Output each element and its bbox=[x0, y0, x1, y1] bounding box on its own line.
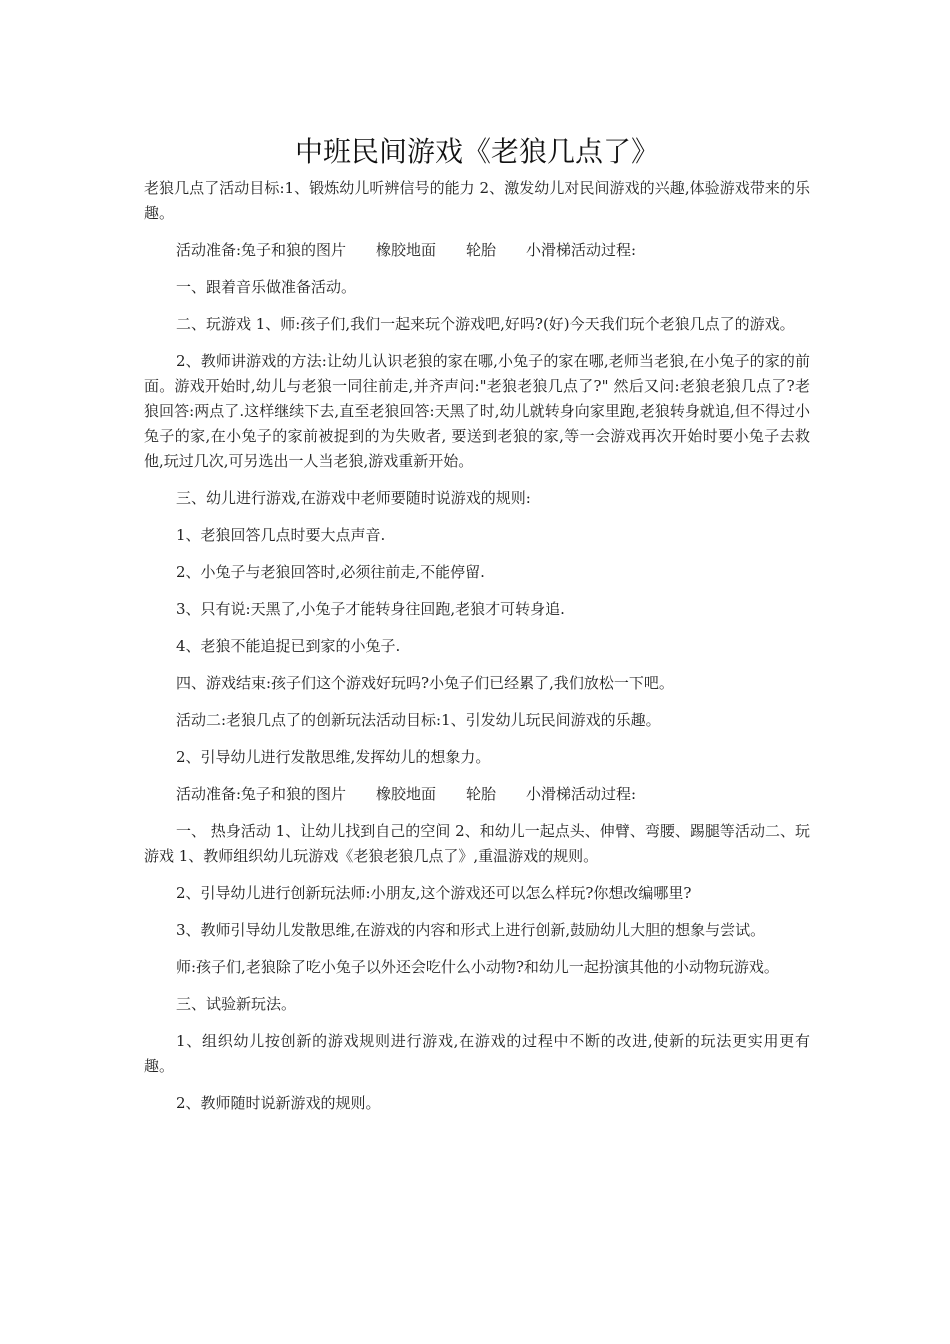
paragraph: 一、 热身活动 1、让幼儿找到自己的空间 2、和幼儿一起点头、伸臂、弯腰、踢腿等活动二、玩游戏 1、教师组织幼儿玩游戏《老狼老狼几点了》,重温游戏的规则。 bbox=[144, 822, 810, 865]
paragraph: 2、引导幼儿进行创新玩法师:小朋友,这个游戏还可以怎么样玩?你想改编哪里? bbox=[176, 884, 692, 902]
paragraph-rule: 2、小兔子与老狼回答时,必须往前走,不能停留. bbox=[176, 563, 485, 581]
paragraph-rule: 4、老狼不能追捉已到家的小兔子. bbox=[176, 637, 401, 655]
paragraph-activity-goal: 老狼几点了活动目标:1、锻炼幼儿听辨信号的能力 2、激发幼儿对民间游戏的兴趣,体验游戏带来的乐趣。 bbox=[144, 179, 810, 222]
paragraph: 活动二:老狼几点了的创新玩法活动目标:1、引发幼儿玩民间游戏的乐趣。 bbox=[176, 711, 661, 729]
paragraph: 四、游戏结束:孩子们这个游戏好玩吗?小兔子们已经累了,我们放松一下吧。 bbox=[176, 674, 674, 692]
paragraph: 二、玩游戏 1、师:孩子们,我们一起来玩个游戏吧,好吗?(好)今天我们玩个老狼几点了的游戏。 bbox=[176, 315, 795, 333]
paragraph-rule: 3、只有说:天黑了,小兔子才能转身往回跑,老狼才可转身追. bbox=[176, 600, 565, 618]
paragraph: 2、教师随时说新游戏的规则。 bbox=[176, 1094, 381, 1112]
paragraph: 2、教师讲游戏的方法:让幼儿认识老狼的家在哪,小兔子的家在哪,老师当老狼,在小兔子的家的前面。游戏开始时,幼儿与老狼一同往前走,并齐声问:"老狼老狼几点了?" 然后又问:老狼老狼几点了?老狼回答:两点了.这样继续下去,直至老狼回答:天黑了时,幼儿就转身向家里跑,老狼转身就追,但不得过小兔子的家,在小兔子的家前被捉到的为失败者, 要送到老狼的家,等一会游戏再次开始时要小兔子去救他,玩过几次,可另选出一人当老狼,游戏重新开始。 bbox=[144, 352, 810, 470]
paragraph: 2、引导幼儿进行发散思维,发挥幼儿的想象力。 bbox=[176, 748, 491, 766]
paragraph: 1、组织幼儿按创新的游戏规则进行游戏,在游戏的过程中不断的改进,使新的玩法更实用更有趣。 bbox=[144, 1032, 810, 1075]
paragraph: 活动准备:兔子和狼的图片 橡胶地面 轮胎 小滑梯活动过程: bbox=[176, 241, 637, 259]
document-title: 中班民间游戏《老狼几点了》 bbox=[294, 135, 659, 168]
paragraph: 师:孩子们,老狼除了吃小兔子以外还会吃什么小动物?和幼儿一起扮演其他的小动物玩游戏。 bbox=[176, 958, 779, 976]
paragraph: 一、跟着音乐做准备活动。 bbox=[176, 278, 357, 296]
paragraph: 活动准备:兔子和狼的图片 橡胶地面 轮胎 小滑梯活动过程: bbox=[176, 785, 637, 803]
paragraph: 三、试验新玩法。 bbox=[176, 995, 297, 1013]
paragraph-rule: 1、老狼回答几点时要大点声音. bbox=[176, 526, 386, 544]
paragraph: 3、教师引导幼儿发散思维,在游戏的内容和形式上进行创新,鼓励幼儿大胆的想象与尝试。 bbox=[176, 921, 766, 939]
document-body bbox=[144, 132, 810, 1128]
paragraph: 三、幼儿进行游戏,在游戏中老师要随时说游戏的规则: bbox=[176, 489, 531, 507]
